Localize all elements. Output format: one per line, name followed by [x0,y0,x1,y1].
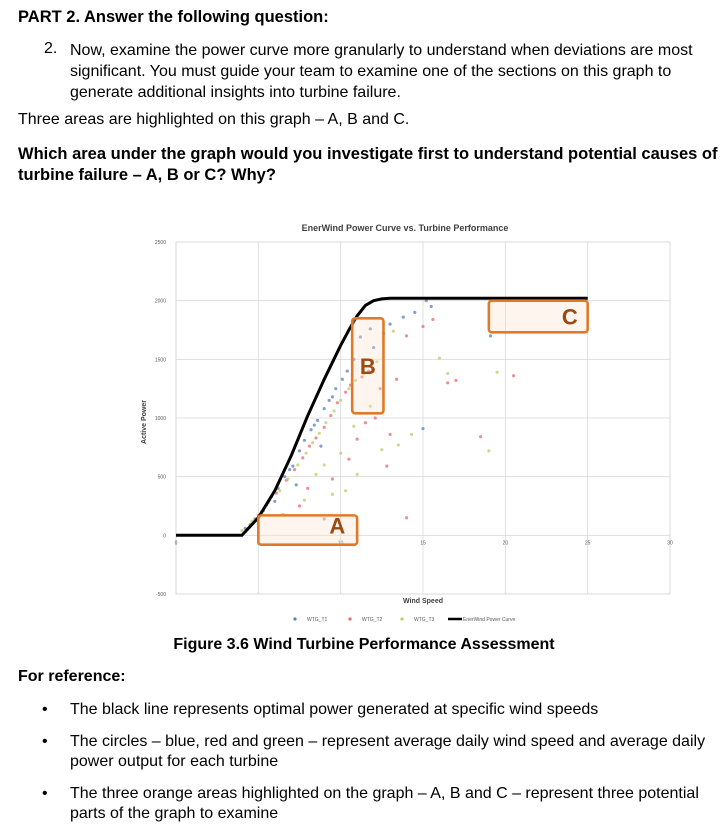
legend-label: EnerWind Power Curve [463,617,516,623]
data-point-wtg_t1 [341,378,344,381]
chart-title: EnerWind Power Curve vs. Turbine Performance [301,223,509,233]
data-point-wtg_t2 [405,516,408,519]
data-point-wtg_t3 [339,452,342,455]
highlight-label-b: B [359,353,376,379]
y-tick-label: 0 [163,533,166,540]
data-point-wtg_t3 [331,493,334,496]
data-point-wtg_t1 [273,500,276,503]
data-point-wtg_t1 [421,427,424,430]
data-point-wtg_t2 [364,421,367,424]
x-axis-label: Wind Speed [403,598,443,605]
data-point-wtg_t2 [395,378,398,381]
legend-marker [348,617,351,620]
data-point-wtg_t3 [296,463,299,466]
data-point-wtg_t2 [336,401,339,404]
reference-list [40,700,710,836]
data-point-wtg_t3 [392,330,395,333]
chart-legend [293,617,515,623]
data-point-wtg_t1 [313,423,316,426]
legend-marker [400,617,403,620]
data-point-wtg_t2 [314,436,317,439]
data-point-wtg_t2 [293,468,296,471]
data-point-wtg_t2 [454,379,457,382]
question-text: Now, examine the power curve more granularly to understand when deviations are most significant. You must guide your team to examine one of the sections on this graph to generate additional insights into turbine failure. [70,42,693,101]
figure-caption: Figure 3.6 Wind Turbine Performance Assessment [173,636,555,653]
data-point-wtg_t1 [303,439,306,442]
chart-svg [130,212,690,632]
list-item-text: The black line represents optimal power generated at specific wind speeds [70,701,599,718]
x-tick-label: 25 [584,540,591,547]
data-point-wtg_t1 [319,445,322,448]
highlight-label-a: A [329,513,346,539]
data-point-wtg_t2 [356,438,359,441]
data-point-wtg_t2 [446,381,449,384]
data-point-wtg_t1 [489,334,492,337]
data-point-wtg_t2 [431,318,434,321]
data-point-wtg_t1 [309,428,312,431]
y-tick-label: 500 [157,474,166,481]
list-item-text: The circles – blue, red and green – represent average daily wind speed and average daily power output for each turbine [70,733,706,770]
y-tick-label: 1500 [154,357,166,364]
data-point-wtg_t3 [397,443,400,446]
data-point-wtg_t2 [421,325,424,328]
data-point-wtg_t1 [316,419,319,422]
data-point-wtg_t3 [311,441,314,444]
data-point-wtg_t2 [331,477,334,480]
data-point-wtg_t3 [240,529,243,532]
list-item [40,700,710,720]
y-axis-label: Active Power [141,400,148,444]
y-tick-labels [155,240,166,598]
y-tick-label: 2000 [154,298,166,305]
legend-label: WTG_T1 [307,617,328,623]
list-item [40,784,710,824]
data-point-wtg_t3 [324,421,327,424]
data-point-wtg_t2 [388,433,391,436]
data-point-wtg_t1 [283,475,286,478]
data-point-wtg_t2 [374,416,377,419]
data-point-wtg_t3 [446,372,449,375]
data-point-wtg_t1 [295,483,298,486]
y-tick-label: 2500 [154,240,166,246]
data-point-wtg_t1 [334,387,337,390]
data-point-wtg_t1 [291,465,294,468]
x-tick-label: 0 [174,540,178,547]
data-point-wtg_t1 [430,305,433,308]
data-point-wtg_t3 [278,489,281,492]
data-point-wtg_t2 [479,435,482,438]
data-point-wtg_t2 [323,426,326,429]
data-point-wtg_t2 [306,487,309,490]
data-point-wtg_t3 [304,452,307,455]
list-item [40,732,710,772]
areas-text: Three areas are highlighted on this graph – A, B and C. [18,111,410,128]
part-title: PART 2. Answer the following question: [18,8,329,26]
data-point-wtg_t1 [388,323,391,326]
data-point-wtg_t2 [385,465,388,468]
data-point-wtg_t3 [332,409,335,412]
power-curve-chart [130,212,690,632]
data-point-wtg_t3 [286,477,289,480]
investigation-question: Which area under the graph would you investigate first to understand potential causes of turbine failure – A, B or C? Why? [18,145,718,184]
data-point-wtg_t1 [298,449,301,452]
data-point-wtg_t1 [331,395,334,398]
bullet-icon: • [42,785,48,802]
data-point-wtg_t1 [413,311,416,314]
legend-marker [293,617,296,620]
data-point-wtg_t3 [487,449,490,452]
data-point-wtg_t3 [356,473,359,476]
data-point-wtg_t2 [298,504,301,507]
data-point-wtg_t2 [301,456,304,459]
data-point-wtg_t2 [329,414,332,417]
data-point-wtg_t3 [323,463,326,466]
legend-label: WTG_T2 [362,617,383,623]
x-tick-label: 30 [667,540,673,547]
reference-title: For reference: [18,668,126,685]
y-tick-label: -500 [155,592,166,598]
bullet-icon: • [42,733,48,750]
data-point-wtg_t3 [496,371,499,374]
data-point-wtg_t3 [339,399,342,402]
data-point-wtg_t1 [288,468,291,471]
data-point-wtg_t3 [380,448,383,451]
data-point-wtg_t2 [512,374,515,377]
data-point-wtg_t2 [347,457,350,460]
question-number: 2. [44,40,58,57]
data-point-wtg_t3 [352,425,355,428]
legend-label: WTG_T3 [414,617,435,623]
data-point-wtg_t3 [344,489,347,492]
data-point-wtg_t1 [323,407,326,410]
data-point-wtg_t1 [402,315,405,318]
list-item-text: The three orange areas highlighted on the graph – A, B and C – represent three potential parts of the graph to examine [70,785,699,822]
data-point-wtg_t1 [328,399,331,402]
x-tick-label: 20 [502,540,509,547]
data-point-wtg_t2 [405,334,408,337]
data-point-wtg_t3 [410,433,413,436]
x-tick-label: 15 [420,540,426,547]
y-tick-label: 1000 [154,416,166,422]
data-point-wtg_t2 [344,391,347,394]
x-tick-labels [175,540,673,546]
data-point-wtg_t2 [308,445,311,448]
data-point-wtg_t3 [314,473,317,476]
highlight-label-c: C [561,304,578,330]
data-point-wtg_t3 [318,432,321,435]
bullet-icon: • [42,701,48,718]
data-point-wtg_t3 [303,499,306,502]
data-point-wtg_t1 [346,369,349,372]
data-point-wtg_t3 [438,357,441,360]
data-point-wtg_t3 [347,387,350,390]
